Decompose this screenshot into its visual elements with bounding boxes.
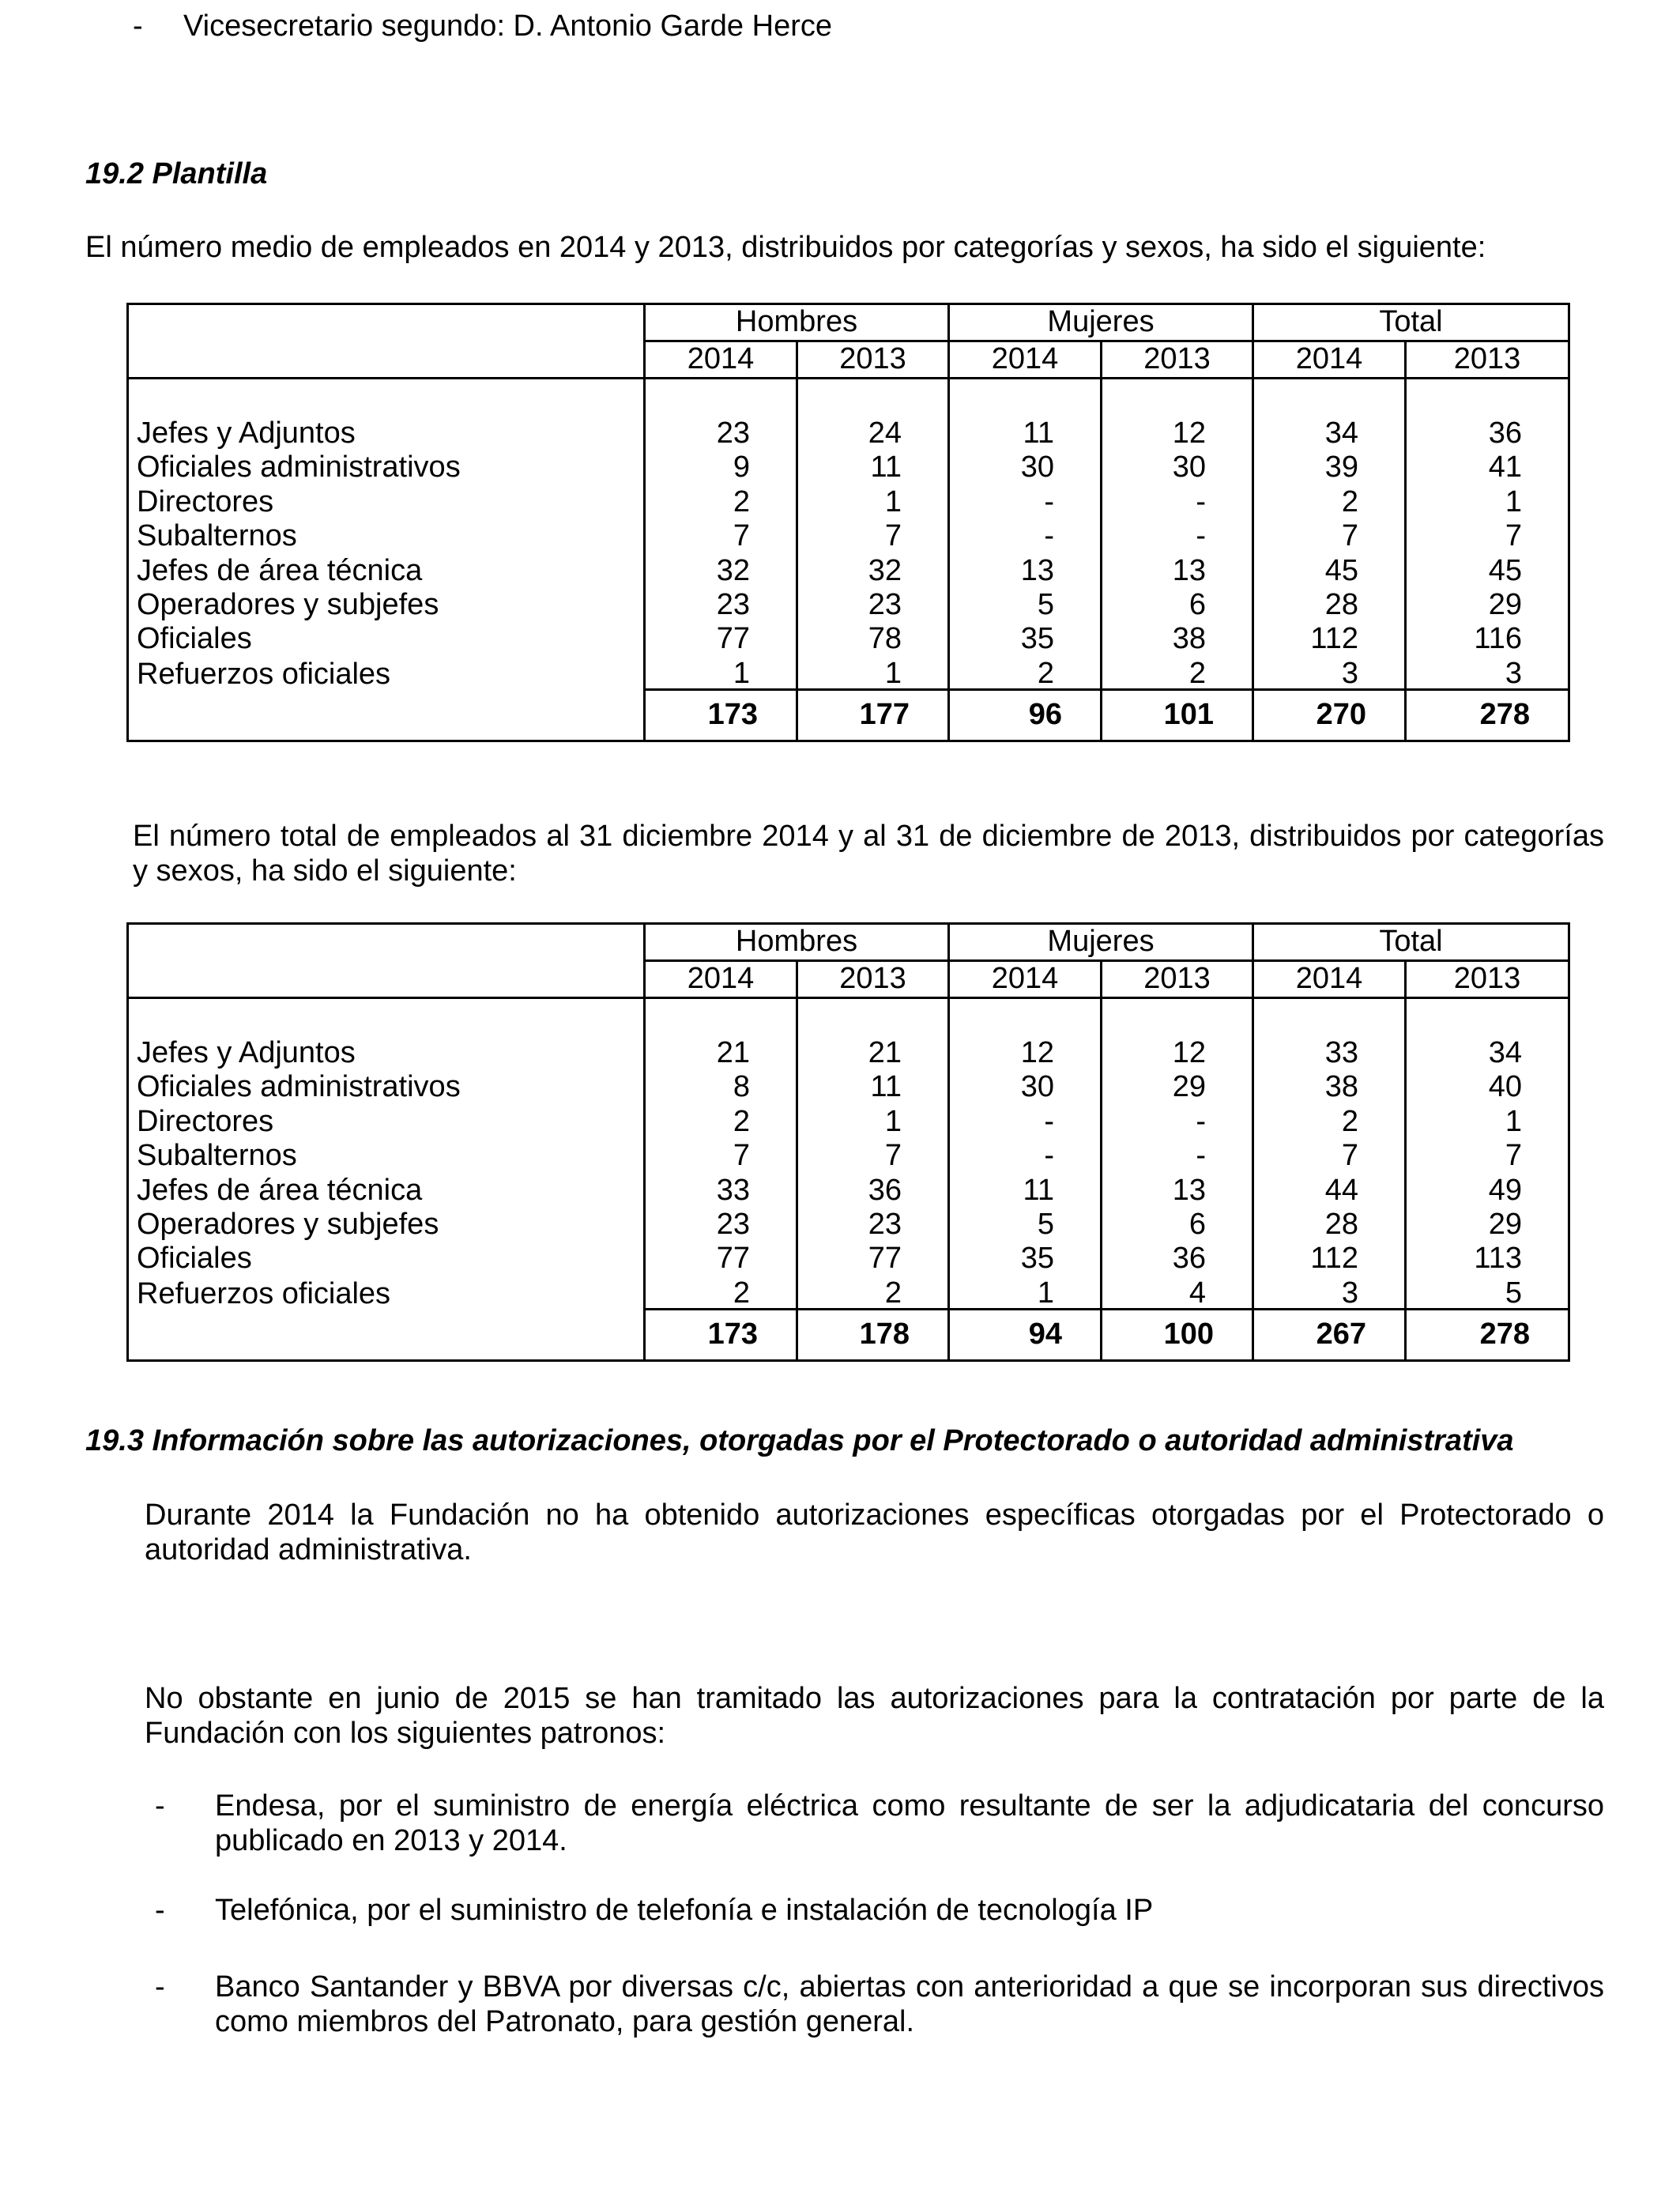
value-cell: 5 bbox=[949, 586, 1102, 620]
total-cell: 177 bbox=[797, 689, 949, 741]
table-row bbox=[128, 1034, 1569, 1068]
year-header: 2013 bbox=[1406, 341, 1569, 379]
value-cell: 6 bbox=[1102, 1205, 1253, 1239]
bullet-endesa: Endesa, por el suministro de energía eléctrica como resultante de ser la adjudicataria del concurso publicado en 2013 y 2014. bbox=[215, 1789, 1604, 1857]
row-label: Jefes y Adjuntos bbox=[128, 1034, 645, 1068]
value-cell: 13 bbox=[1102, 1171, 1253, 1204]
row-label: Directores bbox=[128, 1102, 645, 1136]
value-cell: 23 bbox=[645, 414, 797, 448]
value-cell: 11 bbox=[949, 414, 1102, 448]
value-cell: 29 bbox=[1406, 586, 1569, 620]
paragraph-autorizaciones: Durante 2014 la Fundación no ha obtenido autorizaciones específicas otorgadas por el Protectorado o autoridad administrativa. bbox=[145, 1498, 1604, 1566]
year-header: 2013 bbox=[797, 341, 949, 379]
year-header: 2014 bbox=[949, 341, 1102, 379]
employees-average-table bbox=[126, 303, 1570, 742]
table-row bbox=[128, 1273, 1569, 1309]
value-cell: 77 bbox=[645, 620, 797, 654]
value-cell: 44 bbox=[1253, 1171, 1406, 1204]
value-cell: 34 bbox=[1253, 414, 1406, 448]
value-cell: 8 bbox=[645, 1068, 797, 1102]
intro-paragraph-table2: El número total de empleados al 31 diciembre 2014 y al 31 de diciembre de 2013, distribuidos por categorías y sexos, ha sido el siguiente: bbox=[133, 820, 1604, 888]
row-label: Operadores y subjefes bbox=[128, 586, 645, 620]
group-header-total: Total bbox=[1253, 304, 1569, 341]
table-row bbox=[128, 586, 1569, 620]
value-cell: 1 bbox=[797, 1102, 949, 1136]
list-dash: - bbox=[133, 9, 143, 43]
employees-total-table bbox=[126, 922, 1570, 1362]
value-cell: 9 bbox=[645, 448, 797, 482]
value-cell: 7 bbox=[645, 517, 797, 551]
group-header-hombres: Hombres bbox=[645, 924, 949, 961]
value-cell: 35 bbox=[949, 620, 1102, 654]
row-label: Oficiales bbox=[128, 1239, 645, 1273]
table-row bbox=[128, 482, 1569, 516]
total-cell: 96 bbox=[949, 689, 1102, 741]
value-cell: 36 bbox=[1102, 1239, 1253, 1273]
value-cell: 29 bbox=[1406, 1205, 1569, 1239]
value-cell: - bbox=[1102, 1102, 1253, 1136]
table-row bbox=[128, 1205, 1569, 1239]
value-cell: 28 bbox=[1253, 1205, 1406, 1239]
total-cell: 278 bbox=[1406, 1309, 1569, 1360]
value-cell: 2 bbox=[1253, 482, 1406, 516]
list-dash: - bbox=[155, 1970, 165, 2004]
value-cell: 3 bbox=[1253, 1273, 1406, 1309]
value-cell: 35 bbox=[949, 1239, 1102, 1273]
value-cell: 21 bbox=[645, 1034, 797, 1068]
value-cell: - bbox=[1102, 482, 1253, 516]
value-cell: 24 bbox=[797, 414, 949, 448]
header-blank-cell bbox=[128, 924, 645, 998]
row-label: Oficiales bbox=[128, 620, 645, 654]
value-cell: 7 bbox=[1406, 517, 1569, 551]
table-row bbox=[128, 1171, 1569, 1204]
value-cell: 7 bbox=[1406, 1137, 1569, 1171]
value-cell: 39 bbox=[1253, 448, 1406, 482]
value-cell: 5 bbox=[1406, 1273, 1569, 1309]
table-row bbox=[128, 517, 1569, 551]
value-cell: 3 bbox=[1406, 654, 1569, 689]
total-cell: 173 bbox=[645, 689, 797, 741]
table-row bbox=[128, 1239, 1569, 1273]
year-header: 2013 bbox=[1102, 961, 1253, 998]
total-cell: 178 bbox=[797, 1309, 949, 1360]
year-header: 2013 bbox=[1102, 341, 1253, 379]
value-cell: 29 bbox=[1102, 1068, 1253, 1102]
total-cell: 101 bbox=[1102, 689, 1253, 741]
value-cell: 7 bbox=[645, 1137, 797, 1171]
value-cell: 32 bbox=[797, 551, 949, 585]
value-cell: 1 bbox=[1406, 482, 1569, 516]
total-cell: 173 bbox=[645, 1309, 797, 1360]
group-header-mujeres: Mujeres bbox=[949, 304, 1253, 341]
table-row bbox=[128, 1102, 1569, 1136]
value-cell: 21 bbox=[797, 1034, 949, 1068]
value-cell: 1 bbox=[1406, 1102, 1569, 1136]
section-heading-19-3: 19.3 Información sobre las autorizaciones, otorgadas por el Protectorado o autoridad administrativa bbox=[85, 1424, 1514, 1457]
value-cell: - bbox=[949, 1137, 1102, 1171]
value-cell: - bbox=[949, 482, 1102, 516]
value-cell: 7 bbox=[797, 517, 949, 551]
value-cell: - bbox=[949, 517, 1102, 551]
section-heading-19-2: 19.2 Plantilla bbox=[85, 157, 268, 190]
value-cell: - bbox=[1102, 1137, 1253, 1171]
value-cell: 45 bbox=[1406, 551, 1569, 585]
year-header: 2013 bbox=[1406, 961, 1569, 998]
value-cell: 33 bbox=[645, 1171, 797, 1204]
total-cell: 270 bbox=[1253, 689, 1406, 741]
value-cell: 11 bbox=[949, 1171, 1102, 1204]
value-cell: 7 bbox=[797, 1137, 949, 1171]
value-cell: - bbox=[949, 1102, 1102, 1136]
year-header: 2014 bbox=[949, 961, 1102, 998]
year-header: 2014 bbox=[1253, 961, 1406, 998]
table-row bbox=[128, 414, 1569, 448]
value-cell: 36 bbox=[797, 1171, 949, 1204]
value-cell: - bbox=[1102, 517, 1253, 551]
value-cell: 38 bbox=[1102, 620, 1253, 654]
value-cell: 7 bbox=[1253, 1137, 1406, 1171]
value-cell: 77 bbox=[645, 1239, 797, 1273]
header-blank-cell bbox=[128, 304, 645, 379]
value-cell: 49 bbox=[1406, 1171, 1569, 1204]
row-label: Refuerzos oficiales bbox=[128, 654, 645, 689]
list-dash: - bbox=[155, 1894, 165, 1927]
year-header: 2013 bbox=[797, 961, 949, 998]
value-cell: 13 bbox=[949, 551, 1102, 585]
table-row bbox=[128, 1137, 1569, 1171]
value-cell: 78 bbox=[797, 620, 949, 654]
list-dash: - bbox=[155, 1789, 165, 1823]
value-cell: 30 bbox=[1102, 448, 1253, 482]
value-cell: 5 bbox=[949, 1205, 1102, 1239]
value-cell: 38 bbox=[1253, 1068, 1406, 1102]
value-cell: 12 bbox=[1102, 414, 1253, 448]
total-cell: 278 bbox=[1406, 689, 1569, 741]
row-label: Oficiales administrativos bbox=[128, 448, 645, 482]
row-label: Jefes de área técnica bbox=[128, 551, 645, 585]
total-cell: 267 bbox=[1253, 1309, 1406, 1360]
group-header-mujeres: Mujeres bbox=[949, 924, 1253, 961]
year-header: 2014 bbox=[645, 341, 797, 379]
value-cell: 12 bbox=[949, 1034, 1102, 1068]
row-label: Subalternos bbox=[128, 517, 645, 551]
total-cell: 94 bbox=[949, 1309, 1102, 1360]
year-header: 2014 bbox=[1253, 341, 1406, 379]
value-cell: 11 bbox=[797, 1068, 949, 1102]
value-cell: 12 bbox=[1102, 1034, 1253, 1068]
row-label: Refuerzos oficiales bbox=[128, 1273, 645, 1309]
value-cell: 4 bbox=[1102, 1273, 1253, 1309]
value-cell: 23 bbox=[645, 586, 797, 620]
value-cell: 30 bbox=[949, 448, 1102, 482]
bullet-telefonica: Telefónica, por el suministro de telefonía e instalación de tecnología IP bbox=[215, 1894, 1154, 1927]
vicesecretario-line: Vicesecretario segundo: D. Antonio Garde Herce bbox=[183, 9, 832, 43]
value-cell: 2 bbox=[949, 654, 1102, 689]
value-cell: 36 bbox=[1406, 414, 1569, 448]
table-row bbox=[128, 620, 1569, 654]
row-label: Oficiales administrativos bbox=[128, 1068, 645, 1102]
value-cell: 32 bbox=[645, 551, 797, 585]
table-row bbox=[128, 551, 1569, 585]
value-cell: 45 bbox=[1253, 551, 1406, 585]
row-label: Directores bbox=[128, 482, 645, 516]
bullet-bancos: Banco Santander y BBVA por diversas c/c, abiertas con anterioridad a que se incorporan sus directivos como miembros del Patronato, para gestión general. bbox=[215, 1970, 1604, 2038]
value-cell: 23 bbox=[797, 1205, 949, 1239]
value-cell: 28 bbox=[1253, 586, 1406, 620]
value-cell: 30 bbox=[949, 1068, 1102, 1102]
value-cell: 40 bbox=[1406, 1068, 1569, 1102]
total-cell: 100 bbox=[1102, 1309, 1253, 1360]
year-header: 2014 bbox=[645, 961, 797, 998]
row-label: Jefes y Adjuntos bbox=[128, 414, 645, 448]
row-label: Jefes de área técnica bbox=[128, 1171, 645, 1204]
value-cell: 2 bbox=[645, 482, 797, 516]
row-label: Operadores y subjefes bbox=[128, 1205, 645, 1239]
group-header-hombres: Hombres bbox=[645, 304, 949, 341]
value-cell: 11 bbox=[797, 448, 949, 482]
value-cell: 116 bbox=[1406, 620, 1569, 654]
value-cell: 23 bbox=[645, 1205, 797, 1239]
value-cell: 1 bbox=[645, 654, 797, 689]
value-cell: 112 bbox=[1253, 620, 1406, 654]
table-row bbox=[128, 654, 1569, 689]
value-cell: 7 bbox=[1253, 517, 1406, 551]
value-cell: 41 bbox=[1406, 448, 1569, 482]
value-cell: 1 bbox=[797, 654, 949, 689]
table-row bbox=[128, 1068, 1569, 1102]
value-cell: 1 bbox=[949, 1273, 1102, 1309]
value-cell: 2 bbox=[797, 1273, 949, 1309]
value-cell: 2 bbox=[1102, 654, 1253, 689]
value-cell: 3 bbox=[1253, 654, 1406, 689]
value-cell: 33 bbox=[1253, 1034, 1406, 1068]
group-header-total: Total bbox=[1253, 924, 1569, 961]
value-cell: 113 bbox=[1406, 1239, 1569, 1273]
value-cell: 112 bbox=[1253, 1239, 1406, 1273]
value-cell: 2 bbox=[1253, 1102, 1406, 1136]
value-cell: 77 bbox=[797, 1239, 949, 1273]
value-cell: 6 bbox=[1102, 586, 1253, 620]
value-cell: 2 bbox=[645, 1102, 797, 1136]
intro-paragraph-table1: El número medio de empleados en 2014 y 2013, distribuidos por categorías y sexos, ha sido el siguiente: bbox=[85, 231, 1486, 264]
paragraph-no-obstante: No obstante en junio de 2015 se han tramitado las autorizaciones para la contratación por parte de la Fundación con los siguientes patronos: bbox=[145, 1682, 1604, 1750]
value-cell: 13 bbox=[1102, 551, 1253, 585]
row-label: Subalternos bbox=[128, 1137, 645, 1171]
table-row bbox=[128, 448, 1569, 482]
value-cell: 1 bbox=[797, 482, 949, 516]
value-cell: 2 bbox=[645, 1273, 797, 1309]
value-cell: 23 bbox=[797, 586, 949, 620]
value-cell: 34 bbox=[1406, 1034, 1569, 1068]
